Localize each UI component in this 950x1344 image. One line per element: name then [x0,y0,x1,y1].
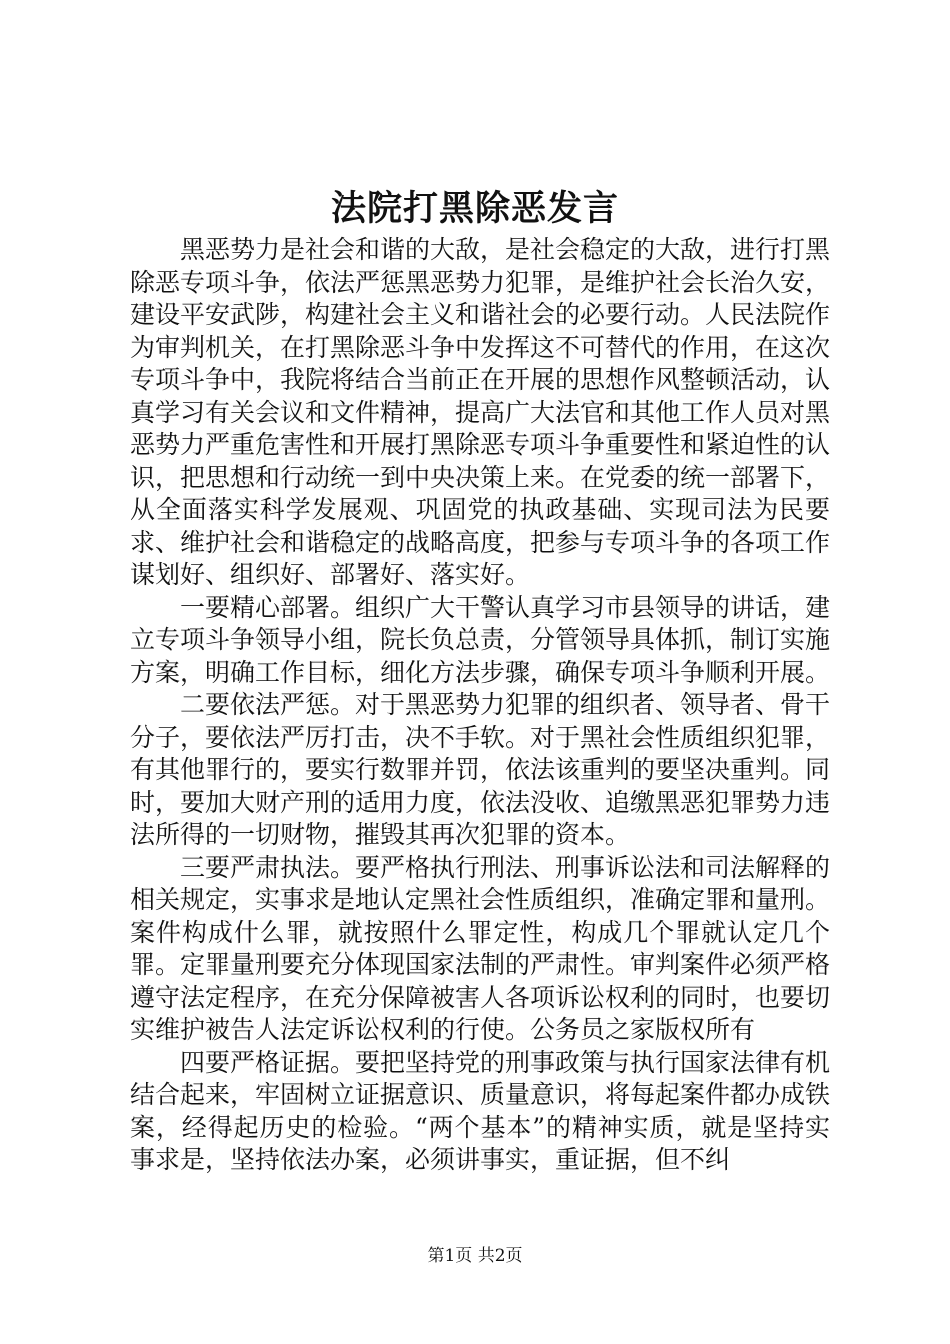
page-number: 第1页 共2页 [427,1246,523,1266]
paragraph-evidence: 四要严格证据。要把坚持党的刑事政策与执行国家法律有机结合起来，牢固树立证据意识、质量意识，将每起案件都办成铁案，经得起历史的检验。“两个基本”的精神实质，就是坚持实事求是，坚持依法办案，必须讲事实，重证据，但不纠 [130,1047,831,1174]
document-title: 法院打黑除恶发言 [330,188,619,229]
paragraph-intro: 黑恶势力是社会和谐的大敌，是社会稳定的大敌，进行打黑除恶专项斗争，依法严惩黑恶势力犯罪，是维护社会长治久安，建设平安武陟，构建社会主义和谐社会的必要行动。人民法院作为审判机关，在打黑除恶斗争中发挥这不可替代的作用，在这次专项斗争中，我院将结合当前正在开展的思想作风整顿活动，认真学习有关会议和文件精神，提高广大法官和其他工作人员对黑恶势力严重危害性和开展打黑除恶专项斗争重要性和紧迫性的认识，把思想和行动统一到中央决策上来。在党委的统一部署下，从全面落实科学发展观、巩固党的执政基础、实现司法为民要求、维护社会和谐稳定的战略高度，把参与专项斗争的各项工作谋划好、组织好、部署好、落实好。 [130,235,831,589]
paragraph-punishment: 二要依法严惩。对于黑恶势力犯罪的组织者、领导者、骨干分子，要依法严厉打击，决不手软。对于黑社会性质组织犯罪，有其他罪行的，要实行数罪并罚，依法该重判的要坚决重判。同时，要加大财产刑的适用力度，依法没收、追缴黑恶犯罪势力违法所得的一切财物，摧毁其再次犯罪的资本。 [130,690,831,849]
paragraph-enforcement: 三要严肃执法。要严格执行刑法、刑事诉讼法和司法解释的相关规定，实事求是地认定黑社会性质组织，准确定罪和量刑。案件构成什么罪，就按照什么罪定性，构成几个罪就认定几个罪。定罪量刑要充分体现国家法制的严肃性。审判案件必须严格遵守法定程序，在充分保障被害人各项诉讼权利的同时，也要切实维护被告人法定诉讼权利的行使。公务员之家版权所有 [130,852,831,1044]
paragraph-deployment: 一要精心部署。组织广大干警认真学习市县领导的讲话，建立专项斗争领导小组，院长负总责，分管领导具体抓，制订实施方案，明确工作目标，细化方法步骤，确保专项斗争顺利开展。 [130,592,831,687]
document-body [130,234,830,1177]
